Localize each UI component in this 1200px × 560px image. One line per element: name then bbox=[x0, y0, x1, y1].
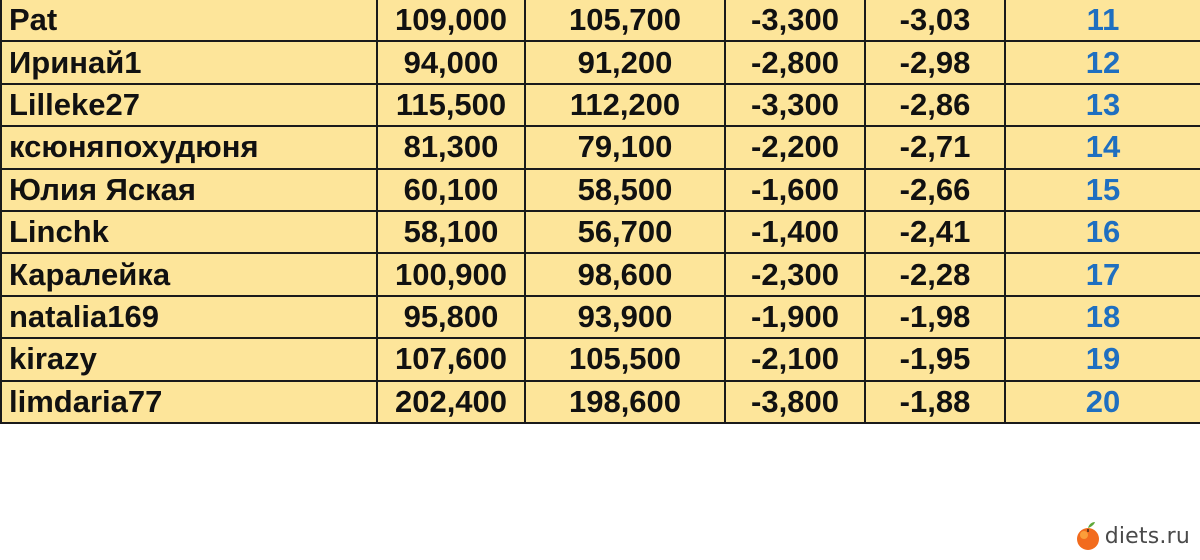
cell-start-weight: 81,300 bbox=[377, 126, 525, 168]
cell-percent-change: -2,41 bbox=[865, 211, 1005, 253]
table-row bbox=[1, 381, 1200, 423]
cell-rank: 19 bbox=[1005, 338, 1200, 380]
cell-percent-change: -2,71 bbox=[865, 126, 1005, 168]
cell-weight-change: -3,300 bbox=[725, 84, 865, 126]
cell-start-weight: 100,900 bbox=[377, 253, 525, 295]
cell-current-weight: 79,100 bbox=[525, 126, 725, 168]
cell-start-weight: 107,600 bbox=[377, 338, 525, 380]
cell-name: ксюняпохудюня bbox=[1, 126, 377, 168]
cell-start-weight: 60,100 bbox=[377, 169, 525, 211]
cell-percent-change: -2,86 bbox=[865, 84, 1005, 126]
cell-rank: 11 bbox=[1005, 0, 1200, 41]
cell-percent-change: -1,88 bbox=[865, 381, 1005, 423]
cell-weight-change: -1,600 bbox=[725, 169, 865, 211]
cell-current-weight: 91,200 bbox=[525, 41, 725, 83]
cell-start-weight: 115,500 bbox=[377, 84, 525, 126]
cell-percent-change: -3,03 bbox=[865, 0, 1005, 41]
cell-percent-change: -2,28 bbox=[865, 253, 1005, 295]
table-row bbox=[1, 84, 1200, 126]
cell-percent-change: -1,98 bbox=[865, 296, 1005, 338]
cell-current-weight: 93,900 bbox=[525, 296, 725, 338]
cell-weight-change: -3,800 bbox=[725, 381, 865, 423]
table-row bbox=[1, 0, 1200, 41]
cell-name: limdaria77 bbox=[1, 381, 377, 423]
cell-percent-change: -2,98 bbox=[865, 41, 1005, 83]
cell-name: Pat bbox=[1, 0, 377, 41]
cell-current-weight: 58,500 bbox=[525, 169, 725, 211]
watermark-text: diets.ru bbox=[1104, 523, 1190, 549]
cell-rank: 20 bbox=[1005, 381, 1200, 423]
cell-rank: 18 bbox=[1005, 296, 1200, 338]
cell-current-weight: 98,600 bbox=[525, 253, 725, 295]
cell-weight-change: -2,100 bbox=[725, 338, 865, 380]
cell-rank: 13 bbox=[1005, 84, 1200, 126]
cell-rank: 17 bbox=[1005, 253, 1200, 295]
table-row bbox=[1, 338, 1200, 380]
cell-start-weight: 95,800 bbox=[377, 296, 525, 338]
cell-percent-change: -2,66 bbox=[865, 169, 1005, 211]
cell-start-weight: 94,000 bbox=[377, 41, 525, 83]
cell-weight-change: -2,200 bbox=[725, 126, 865, 168]
cell-name: kirazy bbox=[1, 338, 377, 380]
cell-percent-change: -1,95 bbox=[865, 338, 1005, 380]
cell-name: Lilleke27 bbox=[1, 84, 377, 126]
cell-weight-change: -1,400 bbox=[725, 211, 865, 253]
cell-current-weight: 112,200 bbox=[525, 84, 725, 126]
cell-name: Иринай1 bbox=[1, 41, 377, 83]
diets-watermark bbox=[1075, 520, 1190, 552]
cell-current-weight: 56,700 bbox=[525, 211, 725, 253]
cell-rank: 15 bbox=[1005, 169, 1200, 211]
apple-icon bbox=[1075, 521, 1101, 551]
table-row bbox=[1, 169, 1200, 211]
table-row bbox=[1, 211, 1200, 253]
cell-start-weight: 109,000 bbox=[377, 0, 525, 41]
table-row bbox=[1, 253, 1200, 295]
cell-current-weight: 198,600 bbox=[525, 381, 725, 423]
cell-rank: 14 bbox=[1005, 126, 1200, 168]
cell-name: natalia169 bbox=[1, 296, 377, 338]
cell-start-weight: 202,400 bbox=[377, 381, 525, 423]
cell-current-weight: 105,700 bbox=[525, 0, 725, 41]
table-row bbox=[1, 296, 1200, 338]
cell-current-weight: 105,500 bbox=[525, 338, 725, 380]
table-row bbox=[1, 126, 1200, 168]
cell-name: Юлия Яская bbox=[1, 169, 377, 211]
cell-weight-change: -3,300 bbox=[725, 0, 865, 41]
cell-name: Каралейка bbox=[1, 253, 377, 295]
table-row bbox=[1, 41, 1200, 83]
table-body bbox=[1, 0, 1200, 423]
cell-weight-change: -2,800 bbox=[725, 41, 865, 83]
cell-weight-change: -1,900 bbox=[725, 296, 865, 338]
cell-start-weight: 58,100 bbox=[377, 211, 525, 253]
cell-rank: 16 bbox=[1005, 211, 1200, 253]
cell-rank: 12 bbox=[1005, 41, 1200, 83]
cell-name: Linchk bbox=[1, 211, 377, 253]
cell-weight-change: -2,300 bbox=[725, 253, 865, 295]
